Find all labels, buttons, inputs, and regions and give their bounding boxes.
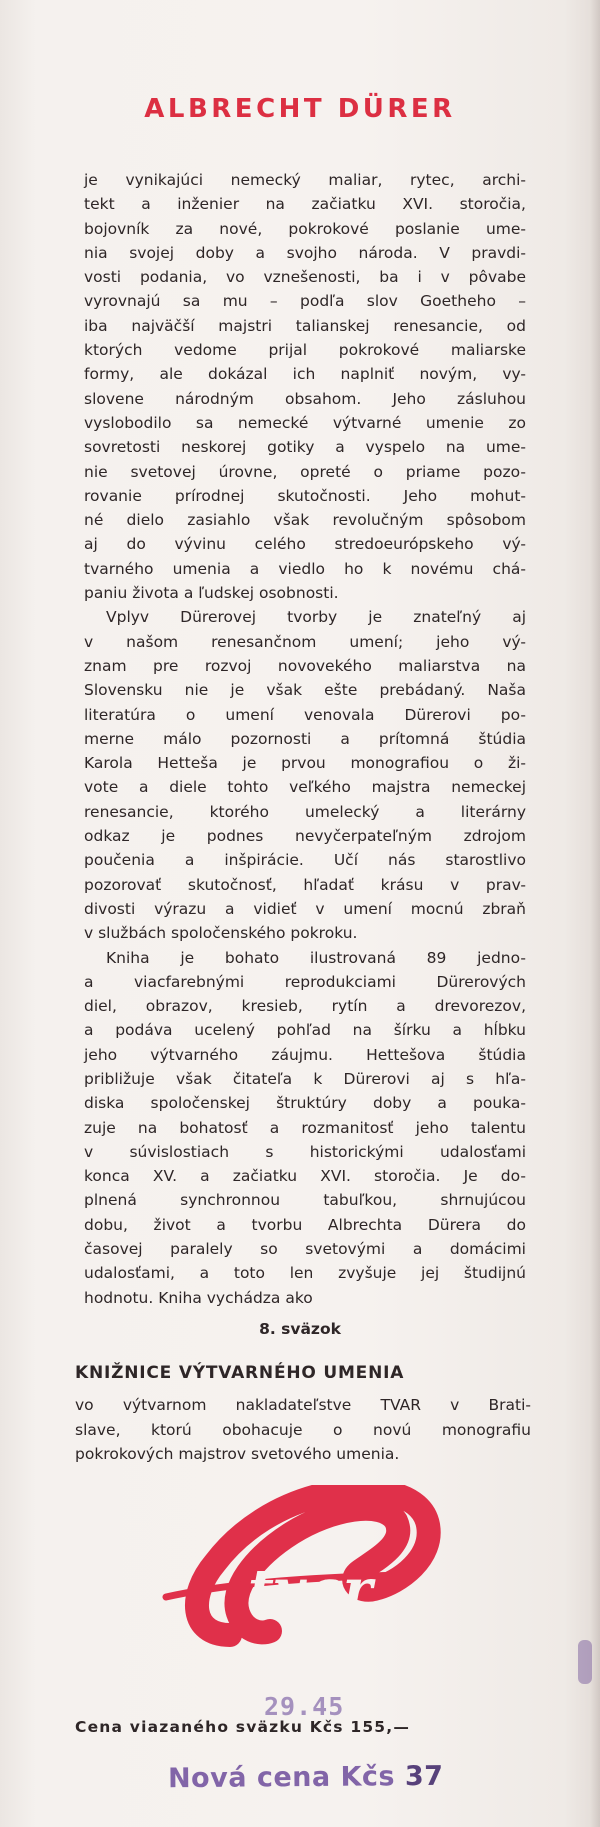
series-name: KNIŽNICE VÝTVARNÉHO UMENIA [75,1363,405,1383]
text-line: pozorovať skutočnosť, hľadať krásu v prav- [84,875,526,894]
text-line: aj do vývinu celého stredoeurópskeho vý- [84,535,526,554]
new-price-value: 37 [404,1760,444,1793]
paragraph [84,605,526,945]
text-line: iba najväčší majstri talianskej renesancie, od [84,316,526,335]
paper-edge-shadow [590,0,600,1827]
text-line: znam pre rozvoj novovekého maliarstva na [84,656,526,675]
paragraph [84,168,526,605]
text-line: vyslobodilo sa nemecké výtvarné umenie zo [84,413,526,432]
text-line: a podáva ucelený pohľad na šírku a hĺbku [84,1021,526,1040]
text-line: formy, ale dokázal ich naplniť novým, vy- [84,365,526,384]
text-line: sovretosti neskorej gotiky a vyspelo na ume- [84,438,526,457]
text-line: v našom renesančnom umení; jeho vý- [84,632,526,651]
text-line: divosti výrazu a vidieť v umení mocnú zbraň [84,899,526,918]
new-price-label: Nová cena Kčs [167,1761,396,1795]
text-line: konca XV. a začiatku XVI. storočia. Je do- [84,1167,526,1186]
text-line: vyrovnajú sa mu – podľa slov Goetheho – [84,292,526,311]
text-line: paniu života a ľudskej osobnosti. [84,584,339,603]
series-description [75,1393,531,1467]
text-line: a viacfarebnými reprodukciami Dürerových [84,972,526,991]
text-line: poučenia a inšpirácie. Učí nás starostlivo [84,851,526,870]
tvar-logo [160,1485,442,1670]
text-line: v službách spoločenského pokroku. [84,924,358,943]
text-line: Karola Hetteša je prvou monografiou o ži- [84,754,526,773]
ink-mark [578,1640,592,1684]
new-price-stamp [168,1761,444,1794]
text-line: pokrokových majstrov svetového umenia. [75,1445,400,1463]
text-line: Slovensku nie je však ešte prebádaný. Naša [84,681,526,700]
text-line: slave, ktorú obohacuje o novú monografiu [75,1420,531,1439]
text-line: diska spoločenskej štruktúry doby a pouka- [84,1094,526,1113]
text-line: Vplyv Dürerovej tvorby je znateľný aj [106,608,526,627]
text-line: je vynikajúci nemecký maliar, rytec, archi- [84,171,526,189]
text-line: vo výtvarnom nakladateľstve TVAR v Brati- [75,1396,531,1414]
text-line: jeho výtvarného záujmu. Hettešova štúdia [84,1045,526,1064]
description-text [84,168,526,1310]
text-line: Kniha je bohato ilustrovaná 89 jedno- [106,948,526,967]
text-line: časovej paralely so svetovými a domácimi [84,1240,526,1259]
text-line: odkaz je podnes nevyčerpateľným zdrojom [84,827,526,846]
text-line: merne málo pozornosti a prítomná štúdia [84,729,526,748]
text-line: rovanie prírodnej skutočnosti. Jeho mohut- [84,486,526,505]
text-line: vosti podania, vo vznešenosti, ba i v pôvabe [84,268,526,287]
text-line: tvarného umenia a viedlo ho k novému chá- [84,559,526,578]
text-line: renesancie, ktorého umelecký a literárny [84,802,526,821]
text-line: zuje na bohatosť a rozmanitosť jeho talentu [84,1118,526,1137]
handwritten-price-stamp: 29.45 [264,1692,345,1721]
text-line: literatúra o umení venovala Dürerovi po- [84,705,526,724]
volume-number: 8. sväzok [259,1320,341,1338]
text-line: nia svojej doby a svojho národa. V pravdi- [84,243,526,262]
price-line: Cena viazaného sväzku Kčs 155,— [75,1718,411,1736]
text-line: v súvislostiach s historickými udalosťami [84,1142,526,1161]
text-line: nie svetovej úrovne, opreté o priame pozo- [84,462,526,481]
logo-text: tvar [248,1557,373,1623]
text-line: slovene národným obsahom. Jeho zásluhou [84,389,526,408]
text-line: diel, obrazov, kresieb, rytín a drevorezov, [84,997,526,1016]
text-line: ktorých vedome prijal pokrokové maliarske [84,341,526,360]
text-line: vote a diele tohto veľkého majstra nemeckej [84,778,526,797]
text-line: bojovník za nové, pokrokové poslanie ume- [84,219,526,238]
text-line: udalosťami, a toto len zvyšuje jej študijnú [84,1264,526,1283]
text-line: približuje však čitateľa k Dürerovi aj s hľa- [84,1069,526,1088]
text-line: né dielo zasiahlo však revolučným spôsobom [84,511,526,530]
text-line: plnená synchronnou tabuľkou, shrnujúcou [84,1191,526,1210]
text-line: dobu, život a tvorbu Albrechta Dürera do [84,1215,526,1234]
paragraph [84,946,526,1310]
book-title: ALBRECHT DÜRER [144,94,456,124]
text-line: tekt a inženier na začiatku XVI. storočia, [84,195,526,214]
text-line: hodnotu. Kniha vychádza ako [84,1288,313,1307]
